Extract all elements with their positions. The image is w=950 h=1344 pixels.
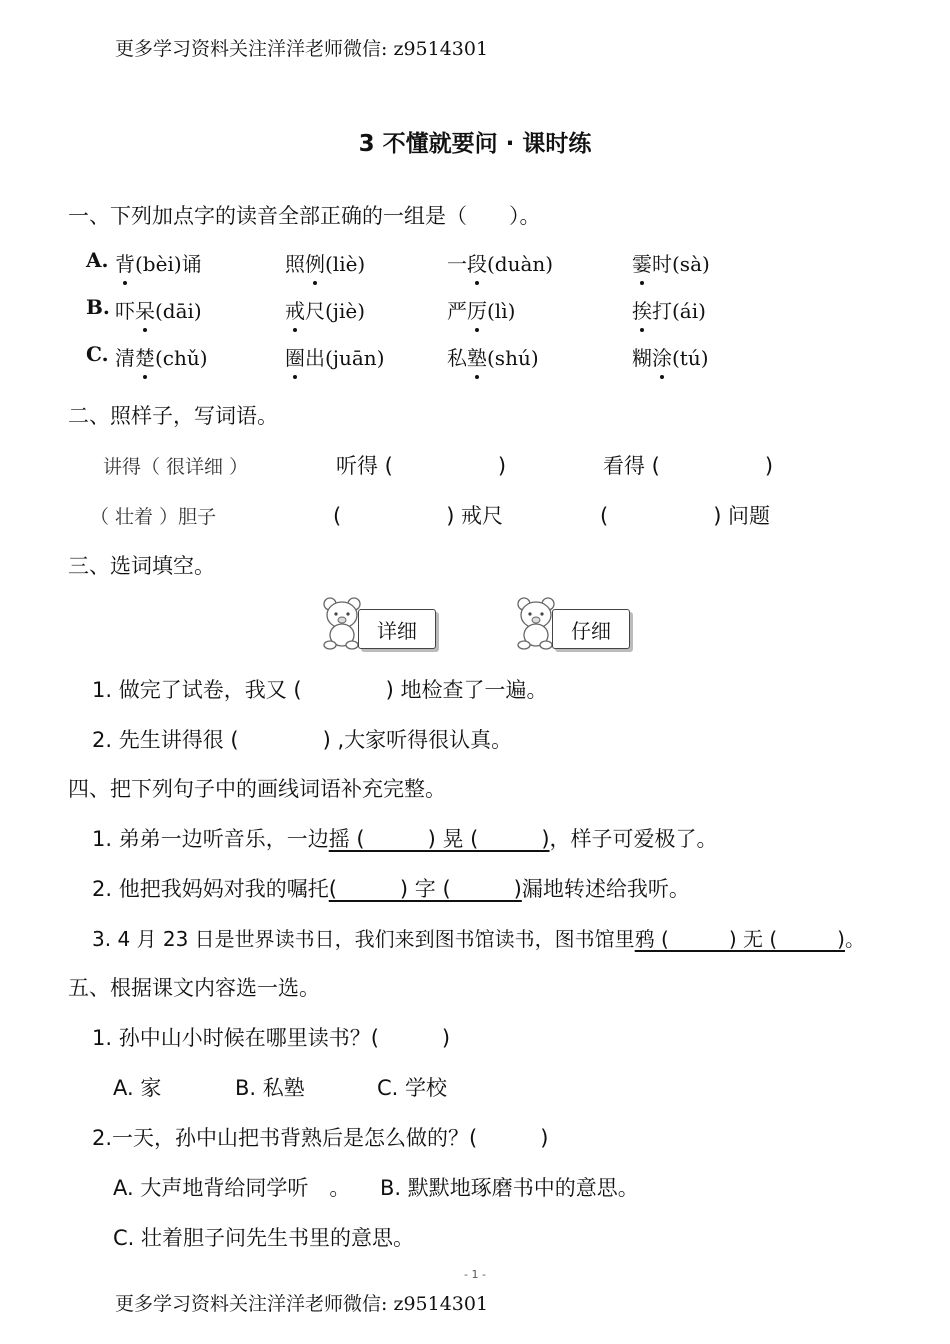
pinyin-item — [115, 342, 208, 371]
pinyin-item — [447, 295, 515, 324]
q-text: 1. 弟弟一边听音乐，一边 — [92, 827, 329, 851]
pinyin-item — [447, 248, 553, 277]
option-label: A. — [86, 248, 109, 272]
four-question-one — [92, 823, 718, 853]
word-card-label: 仔细 — [552, 609, 630, 649]
item-text: 清 — [115, 346, 135, 370]
item-text: (bèi)诵 — [135, 252, 202, 276]
five-q2-option-a: A. 大声地背给同学听 。 — [113, 1176, 351, 1200]
dotted-character: 例 — [305, 252, 325, 276]
item-text: 照 — [285, 252, 305, 276]
item-text: (chǔ) — [155, 346, 208, 370]
underlined-word: ( ) 字 ( ) — [328, 877, 522, 901]
underlined-word: 鸦 ( ) 无 ( ) — [634, 927, 845, 951]
worksheet-title: 3 不懂就要问 · 课时练 — [358, 131, 592, 157]
dotted-character: 挨 — [632, 299, 652, 323]
item-text: (shú) — [487, 346, 539, 370]
item-text: 吓 — [115, 299, 135, 323]
five-q2-option-b: B. 默默地琢磨书中的意思。 — [380, 1176, 639, 1200]
item-text: 一 — [447, 252, 467, 276]
pinyin-item — [447, 342, 539, 371]
four-question-two — [92, 873, 690, 903]
item-text: (duàn) — [487, 252, 554, 276]
dotted-character: 塾 — [467, 346, 487, 370]
item-text: (liè) — [325, 252, 366, 276]
dotted-character: 楚 — [135, 346, 155, 370]
pinyin-item — [285, 248, 365, 277]
q-text: 2. 他把我妈妈对我的嘱托 — [92, 877, 329, 901]
pinyin-item — [285, 295, 365, 324]
pinyin-item — [632, 248, 710, 277]
section-two-heading: 二、照样子，写词语。 — [68, 404, 278, 428]
item-text: (dāi) — [155, 299, 202, 323]
option-label: B. — [86, 295, 110, 319]
q-text: 漏地转述给我听。 — [521, 877, 690, 901]
dotted-character: 涂 — [652, 346, 672, 370]
section-three-heading: 三、选词填空。 — [68, 554, 215, 578]
q-text: 3. 4 月 23 日是世界读书日，我们来到图书馆读书，图书馆里 — [92, 927, 635, 951]
dotted-character: 圈 — [285, 346, 305, 370]
section-four-heading: 四、把下列句子中的画线词语补充完整。 — [68, 777, 446, 801]
pinyin-item — [115, 248, 202, 277]
page-header: 更多学习资料关注洋洋老师微信: z9514301 — [115, 38, 489, 60]
item-text: 出(juān) — [305, 346, 385, 370]
item-text: 严 — [447, 299, 467, 323]
item-text: 私 — [447, 346, 467, 370]
item-text: (tú) — [672, 346, 709, 370]
underlined-word: 摇 ( ) 晃 ( ) — [328, 827, 550, 851]
page-footer: 更多学习资料关注洋洋老师微信: z9514301 — [115, 1293, 489, 1315]
five-q1-option-b: B. 私塾 — [235, 1076, 305, 1100]
dotted-character: 厉 — [467, 299, 487, 323]
fill-item-three: ( ) 戒尺 — [333, 504, 504, 528]
five-q1-option-c: C. 学校 — [377, 1076, 448, 1100]
fill-item-four: ( ) 问题 — [600, 504, 771, 528]
four-question-three — [92, 923, 865, 952]
fill-item-two: 看得 ( ) — [603, 454, 774, 478]
dotted-character: 段 — [467, 252, 487, 276]
example-one: 讲得（ 很详细 ） — [103, 456, 249, 478]
example-two: （ 壮着 ）胆子 — [90, 506, 217, 528]
pinyin-item — [285, 342, 385, 371]
dotted-character: 霎 — [632, 252, 652, 276]
pinyin-item — [115, 295, 202, 324]
q-text: 。 — [844, 927, 865, 951]
item-text: 尺(jiè) — [305, 299, 366, 323]
q-text: ，样子可爱极了。 — [549, 827, 718, 851]
item-text: 打(ái) — [652, 299, 706, 323]
dotted-character: 背 — [115, 252, 135, 276]
five-q2-option-c: C. 壮着胆子问先生书里的意思。 — [113, 1226, 415, 1250]
section-one-heading: 一、下列加点字的读音全部正确的一组是（ ）。 — [68, 204, 541, 228]
pinyin-item — [632, 295, 706, 324]
pinyin-item — [632, 342, 709, 371]
five-question-two: 2.一天，孙中山把书背熟后是怎么做的？( ) — [92, 1126, 549, 1150]
item-text: 时(sà) — [652, 252, 710, 276]
page-number: - 1 - — [464, 1268, 486, 1281]
item-text: 糊 — [632, 346, 652, 370]
section-five-heading: 五、根据课文内容选一选。 — [68, 976, 320, 1000]
five-q1-option-a: A. 家 — [113, 1076, 162, 1100]
dotted-character: 戒 — [285, 299, 305, 323]
word-card-label: 详细 — [358, 609, 436, 649]
item-text: (lì) — [487, 299, 516, 323]
three-question-two: 2. 先生讲得很 ( ) ,大家听得很认真。 — [92, 728, 513, 752]
option-label: C. — [86, 342, 109, 366]
fill-item-one: 听得 ( ) — [336, 454, 507, 478]
five-question-one: 1. 孙中山小时候在哪里读书？( ) — [92, 1026, 451, 1050]
three-question-one: 1. 做完了试卷，我又 ( ) 地检查了一遍。 — [92, 678, 548, 702]
dotted-character: 呆 — [135, 299, 155, 323]
